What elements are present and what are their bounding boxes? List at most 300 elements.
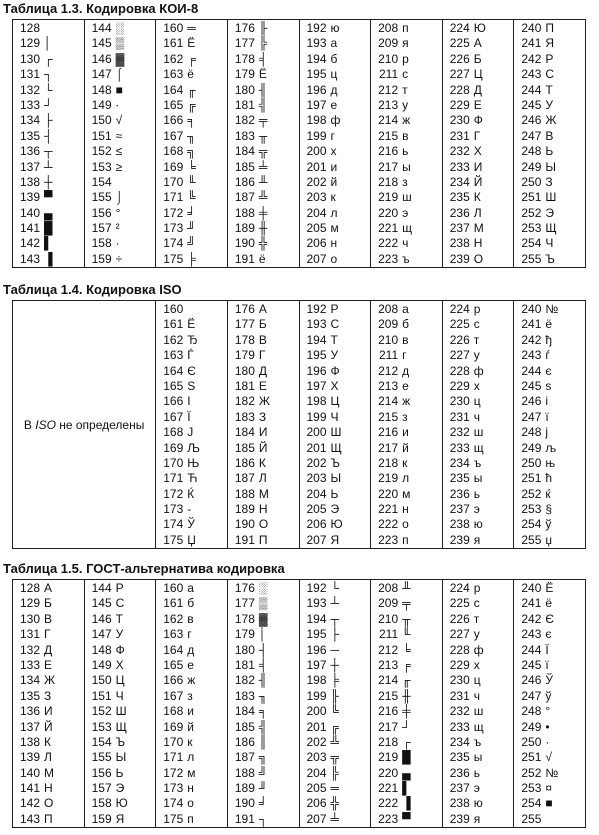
code-char: ч [473,409,481,424]
code-number: 134 [19,113,40,128]
code-number: 238 [449,796,470,811]
code-row [443,221,514,236]
code-number: 234 [449,455,470,470]
code-row [156,596,227,611]
code-char: з [187,688,193,703]
code-number: 187 [234,750,255,765]
code-number: 145 [91,596,112,611]
code-number: 223 [378,811,399,826]
code-row [228,796,299,811]
code-char: ╕ [187,113,196,128]
code-number: 131 [19,627,40,642]
code-number: 219 [378,471,399,486]
code-number: 192 [306,21,327,35]
code-number: 131 [19,67,40,82]
code-row [228,812,299,827]
code-row [228,781,299,796]
code-row [371,781,442,796]
code-number: 201 [306,440,327,455]
code-char: О [258,517,269,532]
code-number: 186 [234,174,255,189]
code-char: Я [115,811,125,826]
code-row [443,596,514,611]
code-number: 180 [234,642,255,657]
code-row [156,502,227,517]
code-char: № [545,765,559,780]
code-char: ╩ [258,190,268,205]
code-char: Ж [258,394,270,409]
code-row [85,658,156,673]
code-number: 177 [234,36,255,51]
code-number: 207 [306,251,327,266]
table-column [299,580,371,828]
code-row [156,441,227,456]
code-number: 214 [378,113,399,128]
code-number: 175 [163,251,184,266]
code-number: 152 [91,144,112,159]
code-char: й [402,440,409,455]
code-row [85,21,156,36]
table-column [227,580,299,828]
code-char: ╒ [402,657,411,672]
code-row [300,379,371,394]
code-row [443,302,514,317]
code-row [443,252,514,267]
code-row [13,658,84,673]
code-row [13,673,84,688]
code-char: ┴ [44,159,53,174]
code-number: 216 [378,704,399,719]
code-number: 255 [521,811,542,826]
code-char: S [187,378,196,393]
code-char: Ђ [187,332,198,347]
code-char: ╡ [258,657,268,672]
code-number: 236 [449,765,470,780]
code-row [156,221,227,236]
code-row [85,52,156,67]
code-row [13,52,84,67]
code-char: М [473,221,484,236]
code-char: ─ [330,642,340,657]
code-row [371,689,442,704]
code-number: 166 [163,113,184,128]
code-char: ╬ [258,236,268,251]
code-number: 176 [234,581,255,595]
code-row [371,627,442,642]
code-row [300,21,371,36]
code-row [514,348,585,363]
code-char: Ы [330,471,342,486]
code-number: 245 [521,97,542,112]
code-row [300,596,371,611]
code-char: у [402,97,409,112]
code-char: Т [115,611,123,626]
code-number: 130 [19,611,40,626]
code-row [228,206,299,221]
code-number: 214 [378,394,399,409]
code-number: 170 [163,455,184,470]
code-char: ╙ [402,627,411,642]
code-number: 247 [521,688,542,703]
code-row [85,750,156,765]
code-char: Р [330,302,339,316]
code-number: 239 [449,811,470,826]
code-char: т [473,332,480,347]
code-char: џ [545,532,553,547]
code-row [514,581,585,596]
code-row [228,160,299,175]
code-row [156,781,227,796]
code-char: Я [545,36,555,51]
code-number: 143 [19,811,40,826]
code-row [156,425,227,440]
code-char: ╪ [258,205,268,220]
code-char: ┴ [330,596,340,611]
code-row [156,735,227,750]
code-char: л [330,205,338,220]
code-row [156,113,227,128]
code-row [300,333,371,348]
gost-alt-table [12,579,586,828]
code-row [514,689,585,704]
code-number: 181 [234,657,255,672]
code-row [228,364,299,379]
code-char: Ш [115,704,127,719]
code-number: 231 [449,128,470,143]
code-row [156,394,227,409]
code-number: 140 [19,205,40,220]
code-char: ╒ [187,51,196,66]
code-number: 195 [306,67,327,82]
code-char: Ћ [187,471,198,486]
code-row [85,796,156,811]
code-char: а [187,581,194,595]
code-number: 172 [163,205,184,220]
table-column [371,580,443,828]
code-row [300,643,371,658]
code-number: 180 [234,82,255,97]
code-row [300,67,371,82]
code-char: ╖ [258,688,268,703]
code-char: Ю [115,796,128,811]
code-char: █ [402,750,411,765]
code-number: 165 [163,97,184,112]
code-row [371,720,442,735]
code-row [300,471,371,486]
code-char: ц [473,394,481,409]
code-row [514,317,585,332]
code-row [443,812,514,827]
code-row [228,581,299,596]
table-1-5-title: Таблица 1.5. ГОСТ-альтернатива кодировка [3,561,285,576]
code-row [156,21,227,36]
code-row [228,471,299,486]
code-number: 201 [306,159,327,174]
code-row [443,52,514,67]
code-char: ▀ [44,190,53,205]
code-char: ю [330,21,340,35]
code-number: 175 [163,811,184,826]
code-char: Е [258,378,267,393]
code-char: Ц [473,67,483,82]
code-number: 206 [306,796,327,811]
code-number: 169 [163,159,184,174]
code-char: з [402,174,408,189]
code-number: 153 [91,159,112,174]
code-char: ┘ [44,97,53,112]
code-char: И [44,704,53,719]
code-row [228,394,299,409]
code-row [300,317,371,332]
code-char: ╤ [402,596,411,611]
code-row [371,160,442,175]
code-number: 217 [378,159,399,174]
code-number: 243 [521,348,542,363]
code-char: А [473,36,482,51]
code-number: 219 [378,750,399,765]
code-char: Ы [115,750,127,765]
code-char: х [473,378,480,393]
code-char: щ [473,719,484,734]
table-column [13,20,85,268]
code-char: д [187,642,195,657]
code-row [13,750,84,765]
code-number: 167 [163,409,184,424]
code-char: с [473,596,480,611]
code-char: п [402,21,409,35]
code-row [13,720,84,735]
code-char: м [330,221,339,236]
code-row [300,364,371,379]
code-char: ╪ [402,704,411,719]
code-number: 249 [521,719,542,734]
code-number: 186 [234,455,255,470]
code-char: с [402,67,409,82]
table-column [514,20,586,268]
code-row [228,52,299,67]
code-number: 195 [306,348,327,363]
code-char: л [402,471,410,486]
code-number: 201 [306,719,327,734]
code-number: 198 [306,113,327,128]
code-row [156,302,227,317]
code-char: ж [402,113,411,128]
code-number: 178 [234,51,255,66]
code-number: 186 [234,734,255,749]
code-char: Й [44,719,53,734]
code-number: 230 [449,673,470,688]
code-char: З [258,409,267,424]
code-char: ф [473,363,484,378]
code-char: ╬ [330,796,340,811]
code-row [371,302,442,317]
code-char: ▒ [258,596,268,611]
code-row [514,394,585,409]
code-row [13,67,84,82]
code-row [85,252,156,267]
code-number: 144 [91,21,112,35]
code-number: 138 [19,734,40,749]
code-row [443,612,514,627]
code-number: 203 [306,471,327,486]
code-row [443,364,514,379]
code-row [228,596,299,611]
table-column [84,20,156,268]
code-char: є [545,363,552,378]
code-number: 253 [521,221,542,236]
code-char: е [187,657,194,672]
code-row [514,144,585,159]
code-number: 174 [163,517,184,532]
code-row [514,720,585,735]
code-row [156,36,227,51]
code-char: Ж [44,673,56,688]
code-char: р [473,581,481,595]
code-row [371,502,442,517]
code-char: ┬ [44,144,53,159]
code-row [228,67,299,82]
code-row [228,750,299,765]
code-char: ≈ [115,128,123,143]
code-number: 202 [306,455,327,470]
code-row [228,317,299,332]
code-char: ▀ [402,811,411,826]
code-number: 240 [521,302,542,316]
table-column [514,580,586,828]
code-number: 235 [449,190,470,205]
code-row [85,144,156,159]
code-char: Б [44,596,52,611]
code-char: ћ [545,471,553,486]
code-row [156,206,227,221]
code-number: 142 [19,236,40,251]
code-char: s [545,378,552,393]
code-char: э [473,781,480,796]
code-number: 162 [163,611,184,626]
code-char: ╧ [330,811,340,826]
code-char: ╣ [258,97,268,112]
code-row [443,333,514,348]
undefined-range-note [13,301,156,549]
code-row [300,750,371,765]
code-row [156,379,227,394]
code-char: ф [330,113,341,128]
code-row [85,98,156,113]
code-number: 206 [306,517,327,532]
code-number: 232 [449,704,470,719]
code-row [443,425,514,440]
code-number: 220 [378,205,399,220]
code-number: 226 [449,611,470,626]
code-char: ќ [545,486,551,501]
code-row [85,673,156,688]
code-char: д [330,82,338,97]
code-number: 228 [449,642,470,657]
code-char: Б [473,51,482,66]
code-row [514,673,585,688]
table-column [299,301,371,549]
code-number: 141 [19,221,40,236]
code-number: 205 [306,781,327,796]
code-row [13,21,84,36]
code-number: 168 [163,144,184,159]
code-row [443,36,514,51]
code-number: 215 [378,409,399,424]
code-number: 147 [91,627,112,642]
code-char: д [402,363,410,378]
code-char: Ф [330,363,340,378]
code-char: И [473,159,483,174]
code-char: · [115,236,120,251]
code-row [85,129,156,144]
code-number: 242 [521,332,542,347]
code-row [156,175,227,190]
code-char: л [187,750,195,765]
code-char: м [187,765,196,780]
code-row [156,750,227,765]
code-char: Д [44,642,53,657]
code-char: ┼ [44,174,53,189]
code-row [300,129,371,144]
table-column [13,580,85,828]
code-char: - [187,502,192,517]
code-row [443,410,514,425]
code-char: Є [545,611,554,626]
code-row [156,689,227,704]
code-char: Р [115,581,124,595]
code-char: Ч [545,236,554,251]
code-number: 181 [234,97,255,112]
code-number: 239 [449,532,470,547]
code-number: 190 [234,517,255,532]
code-number: 222 [378,236,399,251]
note-prefix: В [23,418,36,433]
code-number: 132 [19,82,40,97]
code-number: 183 [234,128,255,143]
code-number: 227 [449,627,470,642]
code-row [514,735,585,750]
code-char: ┬ [330,611,340,626]
code-row [300,302,371,317]
code-row [228,735,299,750]
code-number: 202 [306,734,327,749]
code-row [371,673,442,688]
code-char: У [115,627,124,642]
code-row [443,144,514,159]
code-char: р [473,302,481,316]
code-number: 167 [163,688,184,703]
code-row [85,206,156,221]
code-row [300,673,371,688]
code-row [156,796,227,811]
code-row [300,502,371,517]
code-row [156,627,227,642]
code-char: б [330,51,338,66]
code-row [300,720,371,735]
code-number: 214 [378,673,399,688]
code-number: 157 [91,221,112,236]
code-number: 204 [306,486,327,501]
code-row [228,144,299,159]
code-char: ╩ [330,734,340,749]
code-number: 146 [91,51,112,66]
code-row [443,236,514,251]
code-row [514,175,585,190]
code-char: J [187,425,194,440]
code-number: 133 [19,97,40,112]
code-number: 148 [91,642,112,657]
code-number: 248 [521,704,542,719]
